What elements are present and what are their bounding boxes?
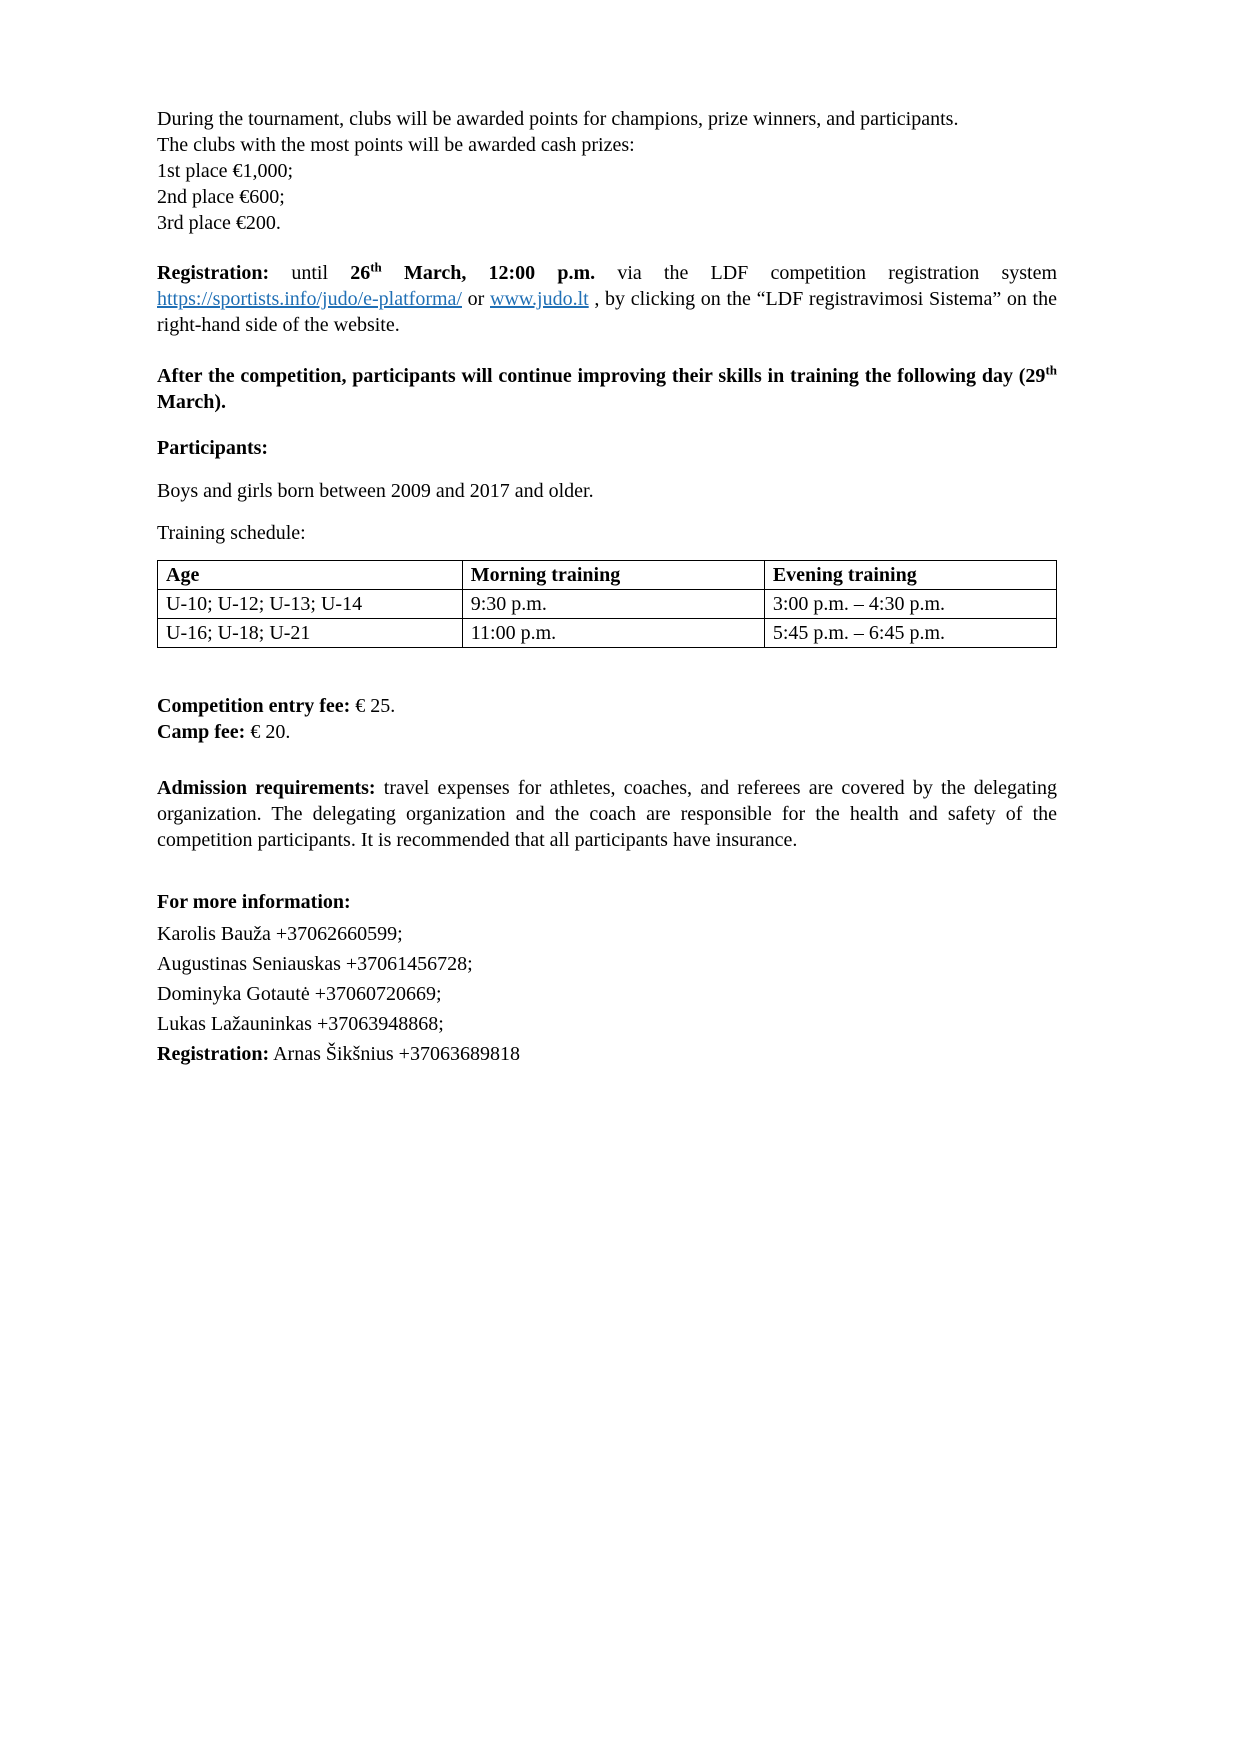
participants-heading: Participants:	[157, 437, 269, 459]
training-schedule-table	[157, 560, 1057, 648]
registration-paragraph	[157, 260, 1057, 338]
table-cell-age-group-1: U-10; U-12; U-13; U-14	[158, 590, 463, 619]
camp-fee-line	[157, 719, 1057, 745]
table-cell-morning-1: 9:30 p.m.	[462, 590, 764, 619]
after-competition-paragraph	[157, 363, 1057, 415]
table-row	[158, 619, 1057, 648]
entry-fee-label: Competition entry fee:	[157, 695, 351, 717]
registration-date	[350, 259, 596, 284]
table-row	[158, 590, 1057, 619]
after-competition-date-ordinal: th	[1045, 362, 1057, 378]
contact-dominyka: Dominyka Gotautė +37060720669;	[157, 983, 442, 1005]
contact-lukas: Lukas Lažauninkas +37063948868;	[157, 1013, 444, 1035]
contacts-list	[157, 919, 1057, 1069]
after-competition-text-start: After the competition, participants will continue improving their skills in training the following day (29	[157, 365, 1046, 387]
intro-paragraph	[157, 106, 1057, 236]
prize-second-place: 2nd place €600;	[157, 186, 285, 208]
entry-fee-line	[157, 693, 1057, 719]
intro-line-1: During the tournament, clubs will be awarded points for champions, prize winners, and participants.	[157, 108, 959, 130]
entry-fee-value: € 25.	[350, 695, 396, 717]
registration-label: Registration:	[157, 262, 270, 284]
judo-lt-link[interactable]: www.judo.lt	[490, 288, 589, 310]
intro-line-2: The clubs with the most points will be awarded cash prizes:	[157, 134, 635, 156]
participants-body: Boys and girls born between 2009 and 2017 and older.	[157, 480, 594, 502]
admission-requirements-body: travel expenses for athletes, coaches, and referees are covered by the delegating organization. The delegating organization and the coach are responsible for the health and safety of the competition participants. It is recommended that all participants have insurance.	[157, 777, 1057, 851]
table-cell-evening-2: 5:45 p.m. – 6:45 p.m.	[764, 619, 1056, 648]
table-header-evening-training: Evening training	[764, 561, 1056, 590]
registration-or-text: or	[461, 288, 490, 310]
registration-date-number: 26	[350, 262, 371, 284]
registration-date-ordinal: th	[370, 259, 382, 275]
table-cell-evening-1: 3:00 p.m. – 4:30 p.m.	[764, 590, 1056, 619]
contacts-heading: For more information:	[157, 891, 351, 913]
contact-registration-line	[157, 1039, 1057, 1069]
table-cell-morning-2: 11:00 p.m.	[462, 619, 764, 648]
camp-fee-label: Camp fee:	[157, 721, 246, 743]
admission-requirements-label: Admission requirements:	[157, 777, 376, 799]
prize-third-place: 3rd place €200.	[157, 212, 281, 234]
contact-registration-person: Arnas Šikšnius +37063689818	[269, 1043, 520, 1065]
training-schedule-label: Training schedule:	[157, 522, 306, 544]
registration-until-text: until	[269, 262, 351, 284]
table-header-row	[158, 561, 1057, 590]
table-header-morning-training: Morning training	[462, 561, 764, 590]
table-header-age: Age	[158, 561, 463, 590]
registration-platform-link[interactable]: https://sportists.info/judo/e-platforma/	[157, 288, 462, 310]
contact-karolis: Karolis Bauža +37062660599;	[157, 923, 403, 945]
prize-first-place: 1st place €1,000;	[157, 160, 294, 182]
contact-registration-label: Registration:	[157, 1043, 270, 1065]
admission-requirements-paragraph	[157, 775, 1057, 853]
camp-fee-value: € 20.	[245, 721, 291, 743]
contact-augustinas: Augustinas Seniauskas +37061456728;	[157, 953, 473, 975]
fees-section	[157, 693, 1057, 745]
registration-via-text: via the LDF competition registration system	[595, 262, 1057, 284]
registration-date-rest: March, 12:00 p.m.	[381, 262, 596, 284]
table-cell-age-group-2: U-16; U-18; U-21	[158, 619, 463, 648]
after-competition-text-end: March).	[157, 391, 227, 413]
registration-tail-text: , by clicking on the “LDF registravimosi Sistema” on the right-hand side of the website.	[157, 288, 1057, 336]
